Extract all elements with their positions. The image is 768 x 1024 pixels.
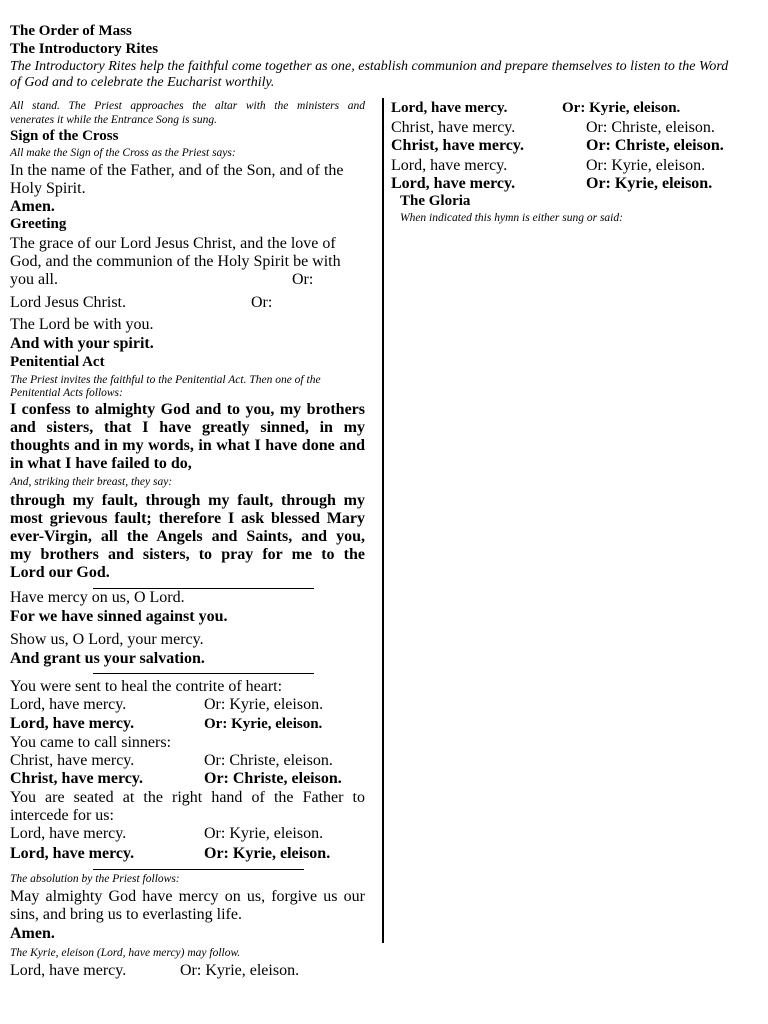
- mercy-line-3: Show us, O Lord, your mercy.: [10, 631, 204, 648]
- rubric-stand-1: All stand. The Priest approaches the altar with the ministers and: [10, 100, 365, 112]
- absolution-line-1: May almighty God have mercy on us, forgive us our: [10, 888, 365, 905]
- sign-line-1: In the name of the Father, and of the Son, and of the: [10, 162, 344, 179]
- confiteor-line-4: in what I have failed to do,: [10, 455, 192, 472]
- right-kyrie-or-4: Or: Kyrie, eleison.: [586, 157, 706, 174]
- response-amen: Amen.: [10, 198, 55, 215]
- invocation-sent: You were sent to heal the contrite of heart:: [10, 678, 283, 695]
- confiteor-line-1: I confess to almighty God and to you, my brothers: [10, 401, 365, 418]
- section-title: The Introductory Rites: [10, 41, 159, 57]
- kyrie-line-7: Lord, have mercy.: [10, 962, 127, 979]
- right-kyrie-or-3: Or: Christe, eleison.: [586, 137, 724, 154]
- kyrie-line-6: Lord, have mercy.: [10, 845, 135, 862]
- invocation-seated-1: You are seated at the right hand of the Father to: [10, 789, 365, 806]
- heading-greeting: Greeting: [10, 216, 67, 232]
- greet-line-4: Lord Jesus Christ.: [10, 294, 126, 311]
- mercy-line-2: For we have sinned against you.: [10, 608, 228, 625]
- greet-or-1: Or:: [292, 271, 314, 288]
- right-kyrie-line-4: Lord, have mercy.: [391, 157, 508, 174]
- rubric-sign: All make the Sign of the Cross as the Priest says:: [10, 147, 236, 159]
- invocation-seated-2: intercede for us:: [10, 807, 114, 824]
- confiteor-line-3: thoughts and in my words, in what I have done and: [10, 437, 365, 454]
- kyrie-or-4: Or: Christe, eleison.: [204, 770, 342, 787]
- intro-line-1: The Introductory Rites help the faithful come together as one, establish communion and prepare themselves to listen to the Word: [10, 59, 729, 74]
- intro-line-2: of God and to celebrate the Eucharist worthily.: [10, 75, 275, 90]
- fault-line-4: my brothers and sisters, to pray for me to the: [10, 546, 365, 563]
- fault-line-2: most grievous fault; therefore I ask blessed Mary: [10, 510, 365, 527]
- kyrie-line-4: Christ, have mercy.: [10, 770, 144, 787]
- rubric-penitential-1: The Priest invites the faithful to the Penitential Act. Then one of the: [10, 374, 321, 386]
- absolution-amen: Amen.: [10, 925, 55, 942]
- right-kyrie-or-1: Or: Kyrie, eleison.: [562, 100, 681, 116]
- greet-or-2: Or:: [251, 294, 273, 311]
- greet-line-2: God, and the communion of the Holy Spirit be with: [10, 253, 341, 270]
- rubric-absolution: The absolution by the Priest follows:: [10, 873, 180, 885]
- divider-2: [93, 673, 314, 674]
- mercy-line-4: And grant us your salvation.: [10, 650, 205, 667]
- right-kyrie-line-1: Lord, have mercy.: [391, 100, 508, 116]
- page-title: The Order of Mass: [10, 23, 132, 39]
- rubric-penitential-2: Penitential Acts follows:: [10, 387, 123, 399]
- fault-line-5: Lord our God.: [10, 564, 110, 581]
- heading-gloria: The Gloria: [400, 193, 471, 209]
- confiteor-line-2: and sisters, that I have greatly sinned, in my: [10, 419, 365, 436]
- right-kyrie-line-5: Lord, have mercy.: [391, 175, 516, 192]
- greet-line-5: The Lord be with you.: [10, 316, 154, 333]
- greet-line-1: The grace of our Lord Jesus Christ, and the love of: [10, 235, 336, 252]
- rubric-gloria: When indicated this hymn is either sung or said:: [400, 212, 623, 224]
- right-kyrie-line-2: Christ, have mercy.: [391, 119, 516, 136]
- kyrie-line-1: Lord, have mercy.: [10, 696, 127, 713]
- kyrie-or-5: Or: Kyrie, eleison.: [204, 825, 324, 842]
- absolution-line-2: sins, and bring us to everlasting life.: [10, 906, 242, 923]
- rubric-stand-2: venerates it while the Entrance Song is sung.: [10, 114, 217, 126]
- kyrie-or-7: Or: Kyrie, eleison.: [180, 962, 300, 979]
- kyrie-or-1: Or: Kyrie, eleison.: [204, 696, 324, 713]
- heading-sign-of-cross: Sign of the Cross: [10, 128, 119, 144]
- kyrie-or-2: Or: Kyrie, eleison.: [204, 716, 323, 732]
- heading-penitential-act: Penitential Act: [10, 354, 105, 370]
- right-kyrie-line-3: Christ, have mercy.: [391, 137, 525, 154]
- greet-response: And with your spirit.: [10, 335, 154, 352]
- rubric-strike: And, striking their breast, they say:: [10, 476, 173, 488]
- kyrie-line-3: Christ, have mercy.: [10, 752, 135, 769]
- rubric-kyrie: The Kyrie, eleison (Lord, have mercy) may follow.: [10, 947, 241, 959]
- fault-line-3: ever-Virgin, all the Angels and Saints, and you,: [10, 528, 365, 545]
- kyrie-or-3: Or: Christe, eleison.: [204, 752, 333, 769]
- sign-line-2: Holy Spirit.: [10, 180, 86, 197]
- column-divider: [382, 98, 384, 943]
- kyrie-line-2: Lord, have mercy.: [10, 715, 135, 732]
- invocation-came: You came to call sinners:: [10, 734, 172, 751]
- kyrie-line-5: Lord, have mercy.: [10, 825, 127, 842]
- kyrie-or-6: Or: Kyrie, eleison.: [204, 845, 331, 862]
- right-kyrie-or-5: Or: Kyrie, eleison.: [586, 175, 713, 192]
- divider-3: [93, 869, 304, 870]
- right-kyrie-or-2: Or: Christe, eleison.: [586, 119, 715, 136]
- greet-line-3: you all.: [10, 271, 58, 288]
- mercy-line-1: Have mercy on us, O Lord.: [10, 589, 185, 606]
- fault-line-1: through my fault, through my fault, through my: [10, 492, 365, 509]
